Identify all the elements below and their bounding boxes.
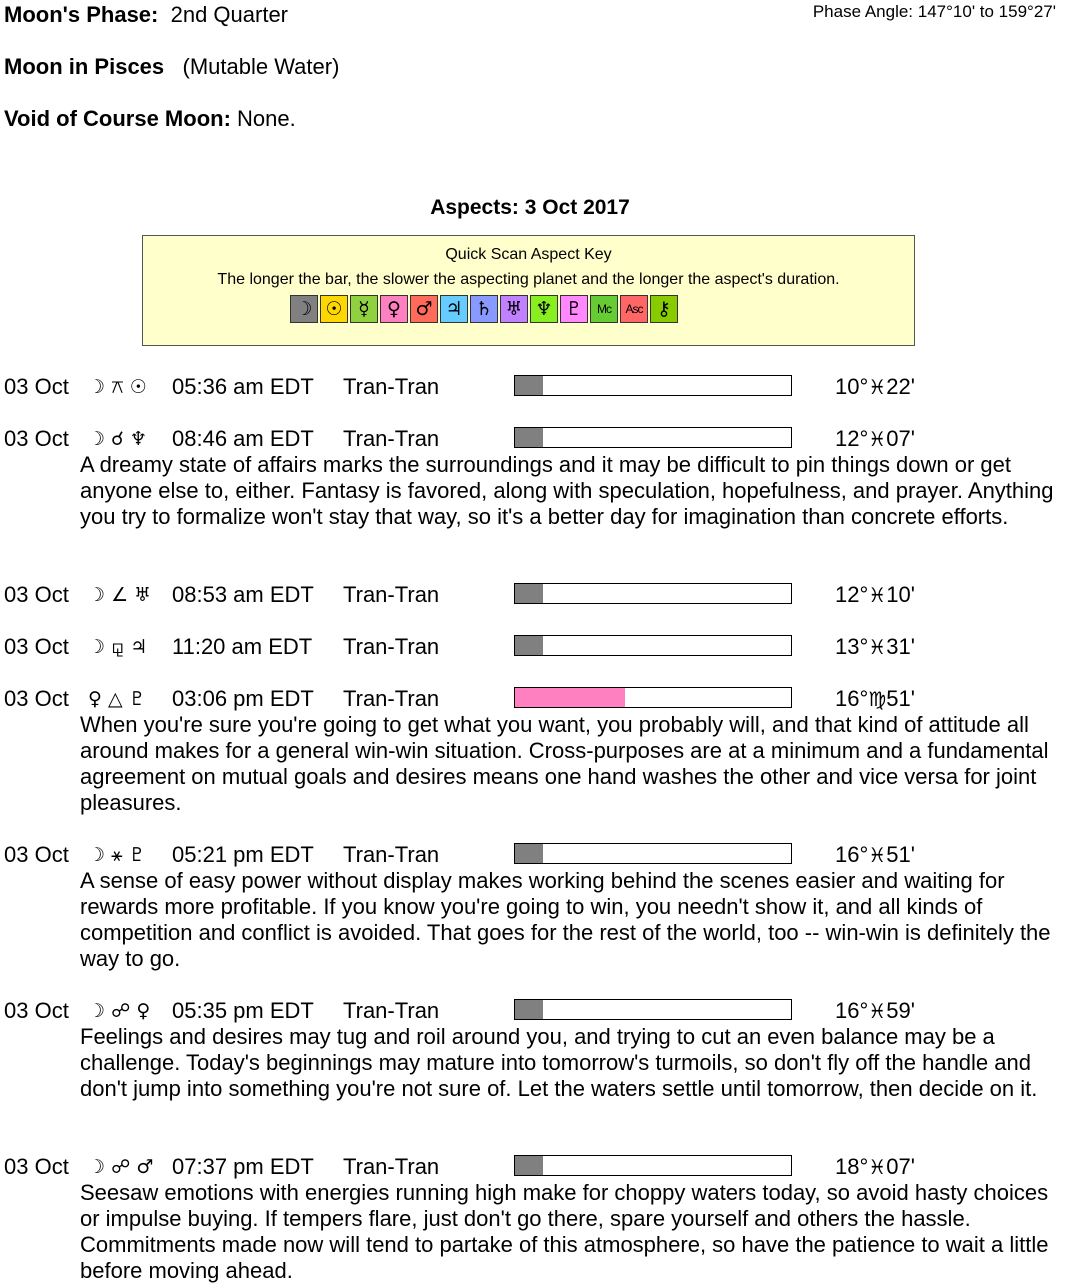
aspect-row bbox=[0, 686, 1074, 816]
mercury-icon: ☿ bbox=[350, 295, 378, 323]
position-minute: 10' bbox=[886, 582, 915, 607]
void-of-course-label: Void of Course Moon: bbox=[4, 106, 231, 131]
aspect-line bbox=[0, 374, 1074, 400]
key-subtitle: The longer the bar, the slower the aspecting planet and the longer the aspect's duration. bbox=[217, 271, 840, 288]
aspect-time: 05:36 am EDT bbox=[172, 374, 314, 399]
aspect-line bbox=[0, 842, 1074, 868]
quick-scan-key bbox=[142, 235, 915, 346]
phase-angle: Phase Angle: 147°10' to 159°27' bbox=[812, 2, 1056, 21]
aspect-line bbox=[0, 686, 1074, 712]
aspect-position bbox=[835, 634, 915, 660]
position-degree: 18° bbox=[835, 1154, 869, 1179]
aspect-type: Tran-Tran bbox=[343, 634, 440, 659]
aspect-date: 03 Oct bbox=[4, 634, 69, 659]
saturn-icon: ♄ bbox=[470, 295, 498, 323]
position-minute: 31' bbox=[886, 634, 915, 659]
zodiac-sign-icon: ♓ bbox=[868, 583, 887, 607]
position-minute: 07' bbox=[886, 1154, 915, 1179]
aspect-row bbox=[0, 426, 1074, 530]
position-degree: 10° bbox=[835, 374, 869, 399]
aspect-glyphs: ☽ ⚼ ♃ bbox=[88, 636, 148, 658]
jupiter-icon: ♃ bbox=[440, 295, 468, 323]
position-degree: 16° bbox=[835, 998, 869, 1023]
aspect-date: 03 Oct bbox=[4, 686, 69, 711]
zodiac-sign-icon: ♍ bbox=[868, 687, 887, 711]
void-of-course-line bbox=[4, 106, 296, 132]
key-cells bbox=[290, 295, 680, 323]
aspect-description: When you're sure you're going to get what you want, you probably will, and that kind of attitude all around makes for a general win-win situation. Cross-purposes are at a minimum and a fundamental agreement on mutual goals and desires means one hand washes the other and vice versa for joint pleasures. bbox=[80, 712, 1049, 815]
moon-phase-line bbox=[4, 2, 288, 28]
aspect-time: 07:37 pm EDT bbox=[172, 1154, 314, 1179]
position-minute: 51' bbox=[886, 842, 915, 867]
chiron-icon: ⚷ bbox=[650, 295, 678, 323]
aspect-line bbox=[0, 426, 1074, 452]
aspect-position bbox=[835, 998, 915, 1024]
aspect-type: Tran-Tran bbox=[343, 374, 440, 399]
void-of-course-value: None. bbox=[237, 106, 296, 131]
aspect-position bbox=[835, 1154, 915, 1180]
aspect-glyphs: ☽ ⚻ ☉ bbox=[88, 376, 147, 398]
aspect-time: 08:53 am EDT bbox=[172, 582, 314, 607]
aspect-row bbox=[0, 998, 1074, 1102]
aspect-glyphs: ♀ △ ♇ bbox=[88, 688, 146, 710]
moon-phase-label: Moon's Phase: bbox=[4, 2, 159, 27]
zodiac-sign-icon: ♓ bbox=[868, 635, 887, 659]
ascendant-icon: Asc bbox=[620, 295, 648, 323]
aspect-line bbox=[0, 998, 1074, 1024]
aspect-position bbox=[835, 582, 915, 608]
aspect-date: 03 Oct bbox=[4, 842, 69, 867]
position-degree: 12° bbox=[835, 426, 869, 451]
moon-sign-label: Moon in Pisces bbox=[4, 54, 165, 79]
position-minute: 51' bbox=[886, 686, 915, 711]
moon-icon: ☽ bbox=[290, 295, 318, 323]
aspect-row bbox=[0, 634, 1074, 660]
aspect-description: A sense of easy power without display makes working behind the scenes easier and waiting for rewards more profitable. If you know you're going to win, you needn't show it, and all kinds of competition and conflict is avoided. That goes for the rest of the world, too -- win-win is definitely the way to go. bbox=[80, 868, 1051, 971]
aspect-glyphs: ☽ ⚹ ♇ bbox=[88, 844, 146, 866]
moon-phase-value: 2nd Quarter bbox=[170, 2, 289, 27]
duration-bar-fill bbox=[515, 376, 543, 395]
venus-icon: ♀ bbox=[380, 295, 408, 323]
duration-bar-fill bbox=[515, 1156, 543, 1175]
duration-bar-fill bbox=[515, 844, 543, 863]
aspect-row bbox=[0, 374, 1074, 400]
aspect-position bbox=[835, 426, 915, 452]
aspect-type: Tran-Tran bbox=[343, 426, 440, 451]
duration-bar bbox=[514, 635, 792, 656]
key-title: Quick Scan Aspect Key bbox=[445, 246, 612, 263]
aspect-position bbox=[835, 374, 915, 400]
aspect-type: Tran-Tran bbox=[343, 582, 440, 607]
aspect-line bbox=[0, 634, 1074, 660]
moon-sign-value: (Mutable Water) bbox=[182, 54, 340, 79]
duration-bar bbox=[514, 843, 792, 864]
aspect-type: Tran-Tran bbox=[343, 1154, 440, 1179]
neptune-icon: ♆ bbox=[530, 295, 558, 323]
aspect-type: Tran-Tran bbox=[343, 686, 440, 711]
duration-bar-fill bbox=[515, 636, 543, 655]
uranus-icon: ♅ bbox=[500, 295, 528, 323]
aspect-position bbox=[835, 686, 915, 712]
aspect-row bbox=[0, 1154, 1074, 1284]
aspect-position bbox=[835, 842, 915, 868]
zodiac-sign-icon: ♓ bbox=[868, 427, 887, 451]
aspect-time: 11:20 am EDT bbox=[172, 634, 313, 659]
duration-bar-fill bbox=[515, 584, 543, 603]
position-degree: 13° bbox=[835, 634, 869, 659]
aspect-line bbox=[0, 582, 1074, 608]
position-minute: 07' bbox=[886, 426, 915, 451]
aspect-glyphs: ☽ ∠ ♅ bbox=[88, 584, 152, 606]
aspect-type: Tran-Tran bbox=[343, 998, 440, 1023]
pluto-icon: ♇ bbox=[560, 295, 588, 323]
aspect-glyphs: ☽ ☍ ♂ bbox=[88, 1156, 154, 1178]
aspect-time: 08:46 am EDT bbox=[172, 426, 314, 451]
aspect-date: 03 Oct bbox=[4, 998, 69, 1023]
aspect-date: 03 Oct bbox=[4, 1154, 69, 1179]
aspect-description: Seesaw emotions with energies running high make for choppy waters today, so avoid hasty choices or impulse buying. If tempers flare, just don't go there, spare yourself and others the hassle. Commitments made now will tend to partake of this atmosphere, so have the patience to wait a little before moving ahead. bbox=[80, 1180, 1049, 1283]
duration-bar bbox=[514, 999, 792, 1020]
aspect-description: Feelings and desires may tug and roil around you, and trying to cut an even balance may be a challenge. Today's beginnings may mature into tomorrow's turmoils, so don't fly off the handle and don't jump into something you're not sure of. Let the waters settle until tomorrow, then decide on it. bbox=[80, 1024, 1038, 1101]
aspect-time: 05:35 pm EDT bbox=[172, 998, 314, 1023]
aspect-date: 03 Oct bbox=[4, 582, 69, 607]
zodiac-sign-icon: ♓ bbox=[868, 999, 887, 1023]
aspect-date: 03 Oct bbox=[4, 374, 69, 399]
midheaven-icon: Mc bbox=[590, 295, 618, 323]
aspect-row bbox=[0, 842, 1074, 972]
duration-bar-fill bbox=[515, 688, 625, 707]
aspects-title: Aspects: 3 Oct 2017 bbox=[430, 196, 630, 219]
duration-bar bbox=[514, 375, 792, 396]
aspect-glyphs: ☽ ☌ ♆ bbox=[88, 428, 147, 450]
aspect-time: 05:21 pm EDT bbox=[172, 842, 314, 867]
aspect-date: 03 Oct bbox=[4, 426, 69, 451]
moon-sign-line bbox=[4, 54, 339, 80]
aspect-row bbox=[0, 582, 1074, 608]
zodiac-sign-icon: ♓ bbox=[868, 843, 887, 867]
aspect-glyphs: ☽ ☍ ♀ bbox=[88, 1000, 151, 1022]
duration-bar bbox=[514, 427, 792, 448]
position-minute: 59' bbox=[886, 998, 915, 1023]
zodiac-sign-icon: ♓ bbox=[868, 375, 887, 399]
position-degree: 16° bbox=[835, 842, 869, 867]
position-degree: 16° bbox=[835, 686, 869, 711]
aspect-description: A dreamy state of affairs marks the surroundings and it may be difficult to pin things down or get anyone else to, either. Fantasy is favored, along with speculation, hopefulness, and prayer. Anything you try to formalize won't stay that way, so it's a better day for imagination than concrete efforts. bbox=[80, 452, 1054, 529]
duration-bar bbox=[514, 687, 792, 708]
zodiac-sign-icon: ♓ bbox=[868, 1155, 887, 1179]
duration-bar bbox=[514, 1155, 792, 1176]
position-minute: 22' bbox=[886, 374, 915, 399]
aspect-time: 03:06 pm EDT bbox=[172, 686, 314, 711]
aspect-line bbox=[0, 1154, 1074, 1180]
mars-icon: ♂ bbox=[410, 295, 438, 323]
duration-bar bbox=[514, 583, 792, 604]
duration-bar-fill bbox=[515, 428, 543, 447]
aspect-type: Tran-Tran bbox=[343, 842, 440, 867]
duration-bar-fill bbox=[515, 1000, 543, 1019]
position-degree: 12° bbox=[835, 582, 869, 607]
sun-icon: ☉ bbox=[320, 295, 348, 323]
